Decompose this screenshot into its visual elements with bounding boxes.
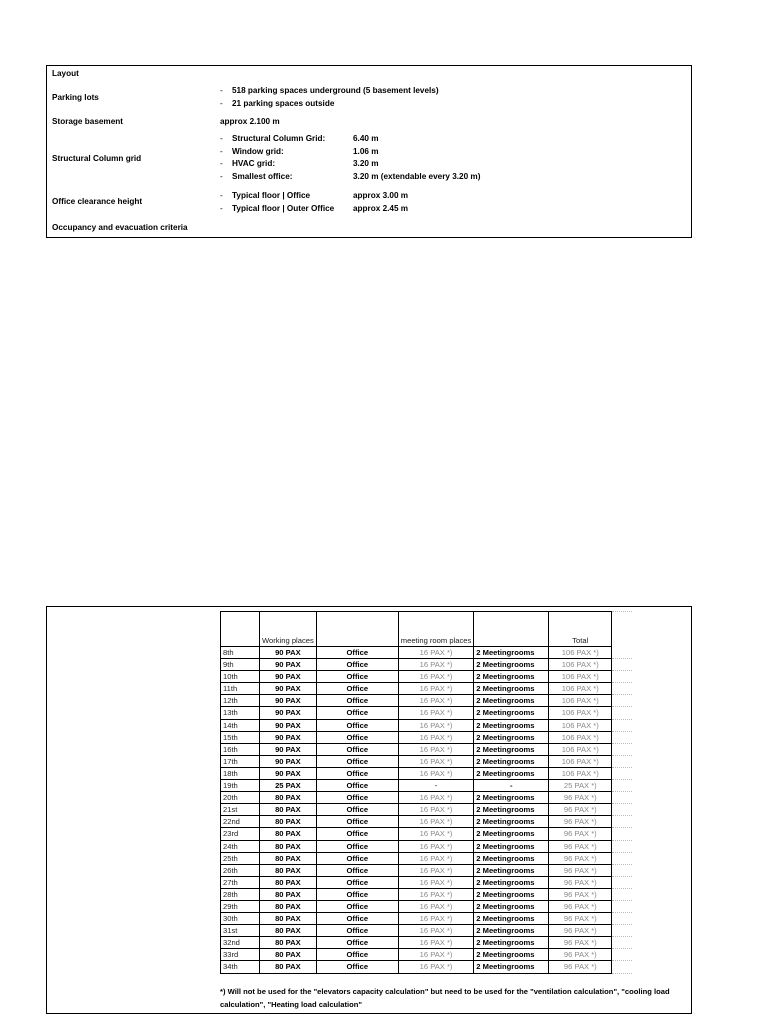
working-places-cell: 90 PAX <box>260 719 317 731</box>
working-places-cell: 80 PAX <box>260 888 317 900</box>
gap-cell <box>612 888 632 900</box>
meeting-places-cell: 16 PAX *) <box>398 961 474 973</box>
total-cell: 96 PAX *) <box>549 804 612 816</box>
working-places-cell: 90 PAX <box>260 683 317 695</box>
type-cell: Office <box>316 767 398 779</box>
meeting-places-cell: 16 PAX *) <box>398 900 474 912</box>
floor-cell: 29th <box>221 900 260 912</box>
total-cell: 96 PAX *) <box>549 864 612 876</box>
meeting-rooms-cell: 2 Meetingrooms <box>474 804 549 816</box>
gap-cell <box>612 719 632 731</box>
header-total: Total <box>549 612 612 647</box>
meeting-places-cell: 16 PAX *) <box>398 659 474 671</box>
total-cell: 96 PAX *) <box>549 913 612 925</box>
total-cell: 106 PAX *) <box>549 683 612 695</box>
working-places-cell: 80 PAX <box>260 913 317 925</box>
floor-cell: 13th <box>221 707 260 719</box>
gap-cell <box>612 707 632 719</box>
meeting-rooms-cell: 2 Meetingrooms <box>474 695 549 707</box>
floor-cell: 22nd <box>221 816 260 828</box>
gap-cell <box>612 792 632 804</box>
floor-cell: 21st <box>221 804 260 816</box>
table-row <box>221 925 632 937</box>
gap-cell <box>612 671 632 683</box>
meeting-places-cell: 16 PAX *) <box>398 828 474 840</box>
meeting-places-cell: 16 PAX *) <box>398 840 474 852</box>
working-places-cell: 80 PAX <box>260 840 317 852</box>
meeting-rooms-cell: 2 Meetingrooms <box>474 767 549 779</box>
gap-cell <box>612 767 632 779</box>
gap-cell <box>612 828 632 840</box>
floor-cell: 20th <box>221 792 260 804</box>
floor-cell: 8th <box>221 647 260 659</box>
gap-cell <box>612 852 632 864</box>
meeting-places-cell: 16 PAX *) <box>398 876 474 888</box>
meeting-rooms-cell: 2 Meetingrooms <box>474 852 549 864</box>
table-row <box>221 695 632 707</box>
gap-cell <box>612 961 632 973</box>
floor-cell: 28th <box>221 888 260 900</box>
table-row <box>221 900 632 912</box>
meeting-rooms-cell: 2 Meetingrooms <box>474 840 549 852</box>
occupancy-label: Occupancy and evacuation criteria <box>52 223 188 232</box>
gap-cell <box>612 743 632 755</box>
table-row <box>221 659 632 671</box>
floor-cell: 10th <box>221 671 260 683</box>
clearance-label: Office clearance height <box>52 197 143 206</box>
gap-cell <box>612 876 632 888</box>
type-cell: Office <box>316 780 398 792</box>
gap-cell <box>612 925 632 937</box>
type-cell: Office <box>316 937 398 949</box>
layout-section: Layout Parking lots - 518 parking spaces underground (5 basement levels) - 21 parking spaces outside Storage basement approx 2.100 m Structural Column grid - Structural Column Grid: 6.40 m - Window grid: 1.06 m - HVAC grid: 3.20 m - Smallest office: 3.20 m (extendable every 3.20 m) Office clearance height - Typical floor | Office approx 3.00 m - Typical floor | Outer Office approx 2.45 m Occupancy and evacuation criteria <box>46 65 692 238</box>
table-row <box>221 683 632 695</box>
working-places-cell: 80 PAX <box>260 900 317 912</box>
meeting-places-cell: 16 PAX *) <box>398 695 474 707</box>
working-places-cell: 80 PAX <box>260 876 317 888</box>
gap-cell <box>612 804 632 816</box>
type-cell: Office <box>316 683 398 695</box>
header-rooms <box>474 612 549 647</box>
table-row <box>221 743 632 755</box>
type-cell: Office <box>316 840 398 852</box>
floor-cell: 17th <box>221 755 260 767</box>
table-row <box>221 961 632 973</box>
total-cell: 96 PAX *) <box>549 949 612 961</box>
floor-cell: 9th <box>221 659 260 671</box>
total-cell: 106 PAX *) <box>549 695 612 707</box>
table-header-row <box>221 612 632 647</box>
meeting-rooms-cell: 2 Meetingrooms <box>474 683 549 695</box>
gap-cell <box>612 731 632 743</box>
meeting-rooms-cell: 2 Meetingrooms <box>474 659 549 671</box>
type-cell: Office <box>316 888 398 900</box>
table-row <box>221 792 632 804</box>
gap-cell <box>612 949 632 961</box>
floor-cell: 26th <box>221 864 260 876</box>
table-row <box>221 876 632 888</box>
header-floor <box>221 612 260 647</box>
table-row <box>221 913 632 925</box>
floor-cell: 27th <box>221 876 260 888</box>
working-places-cell: 80 PAX <box>260 949 317 961</box>
total-cell: 96 PAX *) <box>549 937 612 949</box>
meeting-places-cell: 16 PAX *) <box>398 683 474 695</box>
meeting-rooms-cell: 2 Meetingrooms <box>474 707 549 719</box>
table-row <box>221 767 632 779</box>
meeting-places-cell: 16 PAX *) <box>398 767 474 779</box>
meeting-places-cell: 16 PAX *) <box>398 925 474 937</box>
floor-cell: 32nd <box>221 937 260 949</box>
total-cell: 96 PAX *) <box>549 852 612 864</box>
type-cell: Office <box>316 804 398 816</box>
table-row <box>221 949 632 961</box>
table-row <box>221 888 632 900</box>
parking-label: Parking lots <box>52 93 99 102</box>
total-cell: 106 PAX *) <box>549 659 612 671</box>
type-cell: Office <box>316 961 398 973</box>
type-cell: Office <box>316 755 398 767</box>
type-cell: Office <box>316 719 398 731</box>
floor-cell: 31st <box>221 925 260 937</box>
header-gap <box>612 612 632 647</box>
occupancy-table <box>220 611 632 974</box>
floor-cell: 11th <box>221 683 260 695</box>
storage-value: approx 2.100 m <box>220 117 280 126</box>
meeting-rooms-cell: 2 Meetingrooms <box>474 900 549 912</box>
meeting-rooms-cell: 2 Meetingrooms <box>474 913 549 925</box>
total-cell: 96 PAX *) <box>549 828 612 840</box>
meeting-places-cell: 16 PAX *) <box>398 949 474 961</box>
type-cell: Office <box>316 707 398 719</box>
type-cell: Office <box>316 792 398 804</box>
total-cell: 25 PAX *) <box>549 780 612 792</box>
floor-cell: 15th <box>221 731 260 743</box>
grid-label: Structural Column grid <box>52 154 142 163</box>
table-row <box>221 719 632 731</box>
meeting-rooms-cell: 2 Meetingrooms <box>474 925 549 937</box>
meeting-places-cell: 16 PAX *) <box>398 707 474 719</box>
meeting-places-cell: - <box>398 780 474 792</box>
total-cell: 106 PAX *) <box>549 731 612 743</box>
table-row <box>221 707 632 719</box>
meeting-places-cell: 16 PAX *) <box>398 719 474 731</box>
meeting-rooms-cell: 2 Meetingrooms <box>474 864 549 876</box>
total-cell: 106 PAX *) <box>549 647 612 659</box>
meeting-places-cell: 16 PAX *) <box>398 852 474 864</box>
meeting-places-cell: 16 PAX *) <box>398 792 474 804</box>
total-cell: 96 PAX *) <box>549 900 612 912</box>
type-cell: Office <box>316 852 398 864</box>
working-places-cell: 80 PAX <box>260 804 317 816</box>
working-places-cell: 90 PAX <box>260 647 317 659</box>
meeting-places-cell: 16 PAX *) <box>398 937 474 949</box>
table-row <box>221 731 632 743</box>
table-row <box>221 816 632 828</box>
type-cell: Office <box>316 876 398 888</box>
floor-cell: 33rd <box>221 949 260 961</box>
floor-cell: 23rd <box>221 828 260 840</box>
floor-cell: 19th <box>221 780 260 792</box>
working-places-cell: 90 PAX <box>260 755 317 767</box>
header-meeting-room-places: meeting room places <box>398 612 474 647</box>
type-cell: Office <box>316 816 398 828</box>
gap-cell <box>612 840 632 852</box>
meeting-rooms-cell: 2 Meetingrooms <box>474 743 549 755</box>
floor-cell: 34th <box>221 961 260 973</box>
gap-cell <box>612 683 632 695</box>
type-cell: Office <box>316 659 398 671</box>
working-places-cell: 80 PAX <box>260 828 317 840</box>
meeting-places-cell: 16 PAX *) <box>398 816 474 828</box>
meeting-rooms-cell: - <box>474 780 549 792</box>
meeting-rooms-cell: 2 Meetingrooms <box>474 671 549 683</box>
meeting-places-cell: 16 PAX *) <box>398 671 474 683</box>
working-places-cell: 80 PAX <box>260 864 317 876</box>
working-places-cell: 90 PAX <box>260 695 317 707</box>
working-places-cell: 90 PAX <box>260 707 317 719</box>
meeting-rooms-cell: 2 Meetingrooms <box>474 792 549 804</box>
meeting-places-cell: 16 PAX *) <box>398 888 474 900</box>
total-cell: 96 PAX *) <box>549 888 612 900</box>
type-cell: Office <box>316 828 398 840</box>
meeting-rooms-cell: 2 Meetingrooms <box>474 647 549 659</box>
type-cell: Office <box>316 743 398 755</box>
working-places-cell: 25 PAX <box>260 780 317 792</box>
type-cell: Office <box>316 671 398 683</box>
working-places-cell: 90 PAX <box>260 659 317 671</box>
type-cell: Office <box>316 864 398 876</box>
type-cell: Office <box>316 925 398 937</box>
working-places-cell: 80 PAX <box>260 925 317 937</box>
header-working-places: Working places <box>260 612 317 647</box>
table-row <box>221 828 632 840</box>
meeting-rooms-cell: 2 Meetingrooms <box>474 937 549 949</box>
meeting-rooms-cell: 2 Meetingrooms <box>474 949 549 961</box>
meeting-places-cell: 16 PAX *) <box>398 647 474 659</box>
total-cell: 96 PAX *) <box>549 792 612 804</box>
gap-cell <box>612 864 632 876</box>
total-cell: 106 PAX *) <box>549 743 612 755</box>
meeting-rooms-cell: 2 Meetingrooms <box>474 719 549 731</box>
header-type <box>316 612 398 647</box>
floor-cell: 14th <box>221 719 260 731</box>
total-cell: 106 PAX *) <box>549 707 612 719</box>
occupancy-section <box>46 606 692 1014</box>
table-row <box>221 647 632 659</box>
total-cell: 96 PAX *) <box>549 876 612 888</box>
floor-cell: 30th <box>221 913 260 925</box>
total-cell: 96 PAX *) <box>549 925 612 937</box>
table-row <box>221 780 632 792</box>
meeting-rooms-cell: 2 Meetingrooms <box>474 828 549 840</box>
floor-cell: 24th <box>221 840 260 852</box>
type-cell: Office <box>316 949 398 961</box>
storage-label: Storage basement <box>52 117 123 126</box>
table-row <box>221 937 632 949</box>
meeting-places-cell: 16 PAX *) <box>398 804 474 816</box>
total-cell: 106 PAX *) <box>549 755 612 767</box>
working-places-cell: 80 PAX <box>260 852 317 864</box>
working-places-cell: 90 PAX <box>260 671 317 683</box>
working-places-cell: 80 PAX <box>260 792 317 804</box>
working-places-cell: 90 PAX <box>260 731 317 743</box>
gap-cell <box>612 913 632 925</box>
floor-cell: 12th <box>221 695 260 707</box>
floor-cell: 25th <box>221 852 260 864</box>
layout-title: Layout <box>52 69 79 78</box>
total-cell: 106 PAX *) <box>549 671 612 683</box>
table-row <box>221 755 632 767</box>
table-row <box>221 804 632 816</box>
gap-cell <box>612 780 632 792</box>
meeting-places-cell: 16 PAX *) <box>398 755 474 767</box>
meeting-rooms-cell: 2 Meetingrooms <box>474 876 549 888</box>
meeting-places-cell: 16 PAX *) <box>398 913 474 925</box>
type-cell: Office <box>316 731 398 743</box>
meeting-places-cell: 16 PAX *) <box>398 743 474 755</box>
type-cell: Office <box>316 900 398 912</box>
total-cell: 96 PAX *) <box>549 840 612 852</box>
working-places-cell: 80 PAX <box>260 961 317 973</box>
floor-cell: 16th <box>221 743 260 755</box>
working-places-cell: 80 PAX <box>260 816 317 828</box>
working-places-cell: 90 PAX <box>260 743 317 755</box>
meeting-rooms-cell: 2 Meetingrooms <box>474 755 549 767</box>
type-cell: Office <box>316 913 398 925</box>
meeting-rooms-cell: 2 Meetingrooms <box>474 888 549 900</box>
gap-cell <box>612 755 632 767</box>
total-cell: 106 PAX *) <box>549 767 612 779</box>
gap-cell <box>612 816 632 828</box>
meeting-rooms-cell: 2 Meetingrooms <box>474 731 549 743</box>
total-cell: 96 PAX *) <box>549 816 612 828</box>
table-row <box>221 671 632 683</box>
meeting-rooms-cell: 2 Meetingrooms <box>474 961 549 973</box>
gap-cell <box>612 659 632 671</box>
total-cell: 96 PAX *) <box>549 961 612 973</box>
meeting-places-cell: 16 PAX *) <box>398 864 474 876</box>
meeting-places-cell: 16 PAX *) <box>398 731 474 743</box>
working-places-cell: 80 PAX <box>260 937 317 949</box>
type-cell: Office <box>316 695 398 707</box>
table-row <box>221 864 632 876</box>
working-places-cell: 90 PAX <box>260 767 317 779</box>
footnote: *) Will not be used for the "elevators capacity calculation" but need to be used for the "ventilation calculation", "cooling load calculation", "Heating load calculation" <box>220 987 670 1009</box>
gap-cell <box>612 647 632 659</box>
table-body <box>221 647 632 974</box>
total-cell: 106 PAX *) <box>549 719 612 731</box>
meeting-rooms-cell: 2 Meetingrooms <box>474 816 549 828</box>
floor-cell: 18th <box>221 767 260 779</box>
gap-cell <box>612 937 632 949</box>
gap-cell <box>612 900 632 912</box>
gap-cell <box>612 695 632 707</box>
type-cell: Office <box>316 647 398 659</box>
table-row <box>221 840 632 852</box>
table-row <box>221 852 632 864</box>
